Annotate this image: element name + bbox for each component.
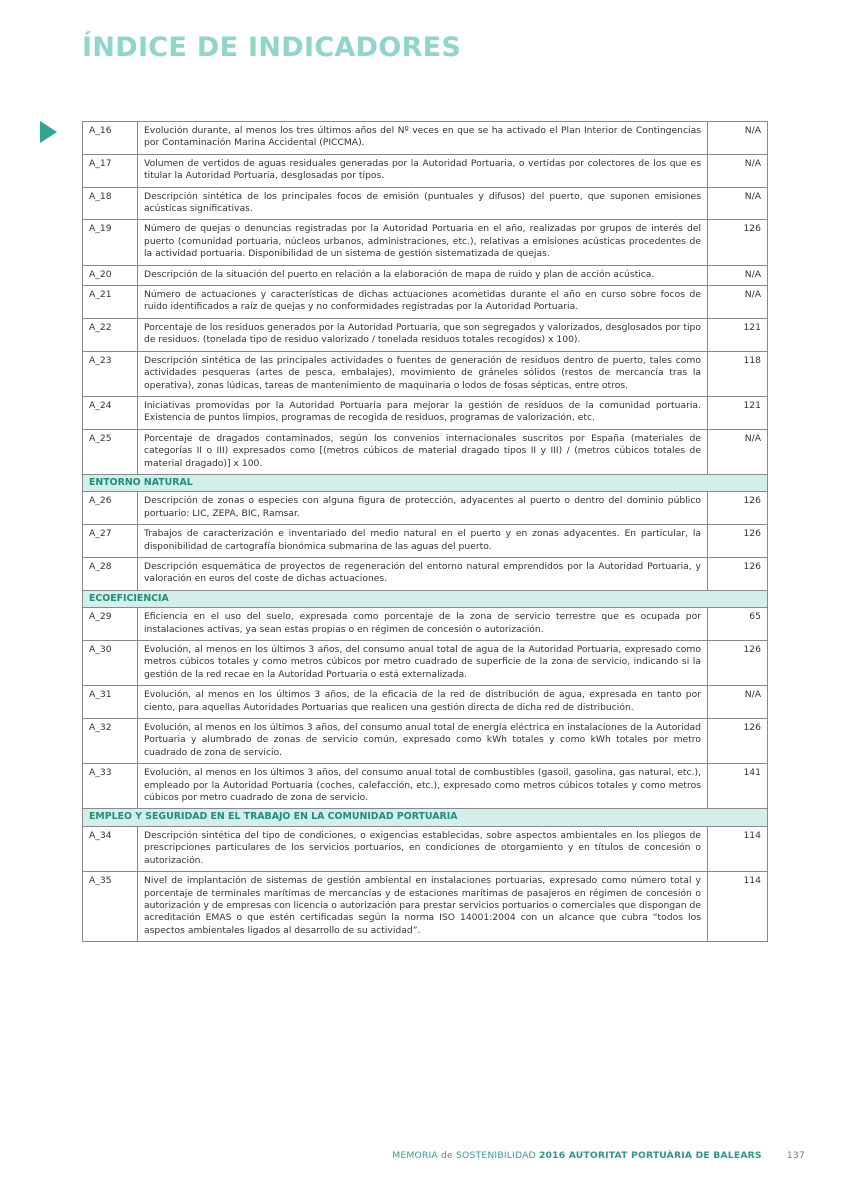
indicator-code: A_33	[83, 764, 138, 809]
indicator-code: A_30	[83, 641, 138, 686]
indicator-code: A_24	[83, 396, 138, 429]
page-number: 137	[786, 1150, 805, 1161]
indicator-code: A_32	[83, 719, 138, 764]
indicator-code: A_17	[83, 154, 138, 187]
section-header-row	[83, 809, 768, 826]
indicator-description: Número de quejas o denuncias registradas por la Autoridad Portuaria en el año, realizadas por grupos de interés del puerto (comunidad portuaria, núcleos urbanos, administraciones, etc.), relativas a emisiones acústicas procedentes de la actividad portuaria. Disponibilidad de un sistema de gestión sistematizada de quejas.	[138, 220, 708, 265]
indicator-page-ref: N/A	[708, 154, 768, 187]
indicator-page-ref: 126	[708, 557, 768, 590]
indicator-page-ref: N/A	[708, 122, 768, 155]
indicator-code: A_26	[83, 492, 138, 525]
indicator-code: A_16	[83, 122, 138, 155]
table-row	[83, 429, 768, 474]
indicator-page-ref: 121	[708, 318, 768, 351]
indicator-description: Descripción de zonas o especies con alguna figura de protección, adyacentes al puerto o dentro del dominio público portuario: LIC, ZEPA, BIC, Ramsar.	[138, 492, 708, 525]
indicator-page-ref: 126	[708, 220, 768, 265]
table-row	[83, 286, 768, 319]
indicator-description: Evolución durante, al menos los tres últimos años del Nº veces en que se ha activado el Plan Interior de Contingencias por Contaminación Marina Accidental (PICCMA).	[138, 122, 708, 155]
indicator-code: A_28	[83, 557, 138, 590]
indicator-description: Descripción sintética de los principales focos de emisión (puntuales y difusos) del puerto, que suponen emisiones acústicas significativas.	[138, 187, 708, 220]
indicator-code: A_18	[83, 187, 138, 220]
indicator-page-ref: 114	[708, 826, 768, 871]
indicator-code: A_27	[83, 525, 138, 558]
table-row	[83, 220, 768, 265]
indicator-page-ref: N/A	[708, 187, 768, 220]
indicator-description: Descripción sintética de las principales actividades o fuentes de generación de residuos dentro de puerto, tales como actividades pesqueras (artes de pesca, embalajes), movimiento de gráneles sólidos (restos de mercancía tras la operativa), zonas lúdicas, tareas de mantenimiento de maquinaria o lodos de fosas sépticas, entre otros.	[138, 351, 708, 396]
table-row	[83, 265, 768, 285]
section-header-filler	[708, 590, 768, 607]
indicator-description: Evolución, al menos en los últimos 3 años, del consumo anual total de energía eléctrica en instalaciones de la Autoridad Portuaria y alumbrado de zonas de servicio común, expresado como kWh totales y como kWh totales por metro cuadrado de zona de servicio.	[138, 719, 708, 764]
indicator-page-ref: 126	[708, 719, 768, 764]
table-row	[83, 686, 768, 719]
footer-report-title: MEMORIA de SOSTENIBILIDAD	[392, 1150, 536, 1161]
section-title: EMPLEO Y SEGURIDAD EN EL TRABAJO EN LA COMUNIDAD PORTUARIA	[83, 809, 708, 826]
indicator-page-ref: N/A	[708, 265, 768, 285]
page-title: ÍNDICE DE INDICADORES	[82, 32, 462, 63]
indicators-table	[82, 121, 768, 942]
table-row	[83, 764, 768, 809]
section-marker-triangle-icon	[40, 121, 57, 143]
table-row	[83, 826, 768, 871]
indicator-code: A_29	[83, 608, 138, 641]
table-row	[83, 641, 768, 686]
indicator-page-ref: 114	[708, 872, 768, 942]
indicator-description: Iniciativas promovidas por la Autoridad Portuaria para mejorar la gestión de residuos de la comunidad portuaria. Existencia de puntos limpios, programas de recogida de residuos, programas de valorización, etc.	[138, 396, 708, 429]
indicator-code: A_34	[83, 826, 138, 871]
indicator-page-ref: 141	[708, 764, 768, 809]
table-row	[83, 154, 768, 187]
section-header-row	[83, 590, 768, 607]
table-row	[83, 872, 768, 942]
indicator-description: Nivel de implantación de sistemas de gestión ambiental en instalaciones portuarias, expresado como número total y porcentaje de terminales marítimas de mercancías y de estaciones marítimas de pasajeros en régimen de concesión o autorización y de empresas con licencia o autorización para prestar servicios portuarios o comerciales que dispongan de acreditación EMAS o que estén certificadas según la norma ISO 14001:2004 con un alcance que cubra “todos los aspectos ambientales ligados al desarrollo de su actividad”.	[138, 872, 708, 942]
indicator-description: Trabajos de caracterización e inventariado del medio natural en el puerto y en zonas adyacentes. En particular, la disponibilidad de cartografía bionómica submarina de las aguas del puerto.	[138, 525, 708, 558]
table-row	[83, 557, 768, 590]
indicator-description: Descripción de la situación del puerto en relación a la elaboración de mapa de ruido y plan de acción acústica.	[138, 265, 708, 285]
indicator-page-ref: 126	[708, 641, 768, 686]
table-row	[83, 396, 768, 429]
indicator-page-ref: N/A	[708, 286, 768, 319]
table-row	[83, 608, 768, 641]
section-title: ECOEFICIENCIA	[83, 590, 708, 607]
table-row	[83, 187, 768, 220]
indicator-code: A_22	[83, 318, 138, 351]
indicator-code: A_31	[83, 686, 138, 719]
indicator-page-ref: 126	[708, 525, 768, 558]
indicator-page-ref: 121	[708, 396, 768, 429]
table-row	[83, 318, 768, 351]
indicator-page-ref: 118	[708, 351, 768, 396]
table-row	[83, 122, 768, 155]
indicator-description: Descripción sintética del tipo de condiciones, o exigencias establecidas, sobre aspectos ambientales en los pliegos de prescripciones particulares de los servicios portuarios, en condiciones de otorgamiento y en títulos de concesión o autorización.	[138, 826, 708, 871]
footer-organization: 2016 AUTORITAT PORTUÀRIA DE BALEARS	[538, 1150, 762, 1161]
section-title: ENTORNO NATURAL	[83, 474, 708, 491]
indicator-page-ref: 126	[708, 492, 768, 525]
indicator-code: A_25	[83, 429, 138, 474]
indicator-code: A_35	[83, 872, 138, 942]
table-row	[83, 492, 768, 525]
page-footer	[0, 1150, 805, 1161]
indicator-description: Eficiencia en el uso del suelo, expresada como porcentaje de la zona de servicio terrestre que es ocupada por instalaciones activas, ya sean estas propias o en régimen de concesión o autorización.	[138, 608, 708, 641]
indicator-description: Porcentaje de los residuos generados por la Autoridad Portuaria, que son segregados y valorizados, desglosados por tipo de residuos. (tonelada tipo de residuo valorizado / tonelada residuos totales recogidos) x 100).	[138, 318, 708, 351]
section-header-filler	[708, 809, 768, 826]
indicator-code: A_21	[83, 286, 138, 319]
table-row	[83, 719, 768, 764]
indicator-description: Volumen de vertidos de aguas residuales generadas por la Autoridad Portuaria, o vertidas por colectores de los que es titular la Autoridad Portuaria, desglosadas por tipos.	[138, 154, 708, 187]
table-row	[83, 351, 768, 396]
indicator-code: A_19	[83, 220, 138, 265]
indicator-description: Descripción esquemática de proyectos de regeneración del entorno natural emprendidos por la Autoridad Portuaria, y valoración en euros del coste de dichas actuaciones.	[138, 557, 708, 590]
indicator-page-ref: 65	[708, 608, 768, 641]
indicator-description: Evolución, al menos en los últimos 3 años, de la eficacia de la red de distribución de agua, expresada en tanto por ciento, para aquellas Autoridades Portuarias que realicen una gestión directa de dicha red de distribución.	[138, 686, 708, 719]
table-row	[83, 525, 768, 558]
indicator-code: A_23	[83, 351, 138, 396]
section-header-row	[83, 474, 768, 491]
indicator-description: Evolución, al menos en los últimos 3 años, del consumo anual total de combustibles (gasoil, gasolina, gas natural, etc.), empleado por la Autoridad Portuaria (coches, calefacción, etc.), expresado como metros cúbicos totales y como metros cúbicos por metro cuadrado de zona de servicio.	[138, 764, 708, 809]
section-header-filler	[708, 474, 768, 491]
indicator-description: Evolución, al menos en los últimos 3 años, del consumo anual total de agua de la Autoridad Portuaria, expresado como metros cúbicos totales y como metros cúbicos por metro cuadrado de superficie de la zona de servicio, indicando si la gestión de la red recae en la Autoridad Portuaria o está externalizada.	[138, 641, 708, 686]
indicator-page-ref: N/A	[708, 429, 768, 474]
indicator-page-ref: N/A	[708, 686, 768, 719]
indicator-description: Número de actuaciones y características de dichas actuaciones acometidas durante el año en curso sobre focos de ruido identificados a raíz de quejas y no conformidades registradas por la Autoridad Portuaria.	[138, 286, 708, 319]
indicator-code: A_20	[83, 265, 138, 285]
indicator-description: Porcentaje de dragados contaminados, según los convenios internacionales suscritos por España (materiales de categorías II o III) expresados como [(metros cúbicos de material dragado tipos II y III) / (metros cúbicos totales de material dragado)] x 100.	[138, 429, 708, 474]
